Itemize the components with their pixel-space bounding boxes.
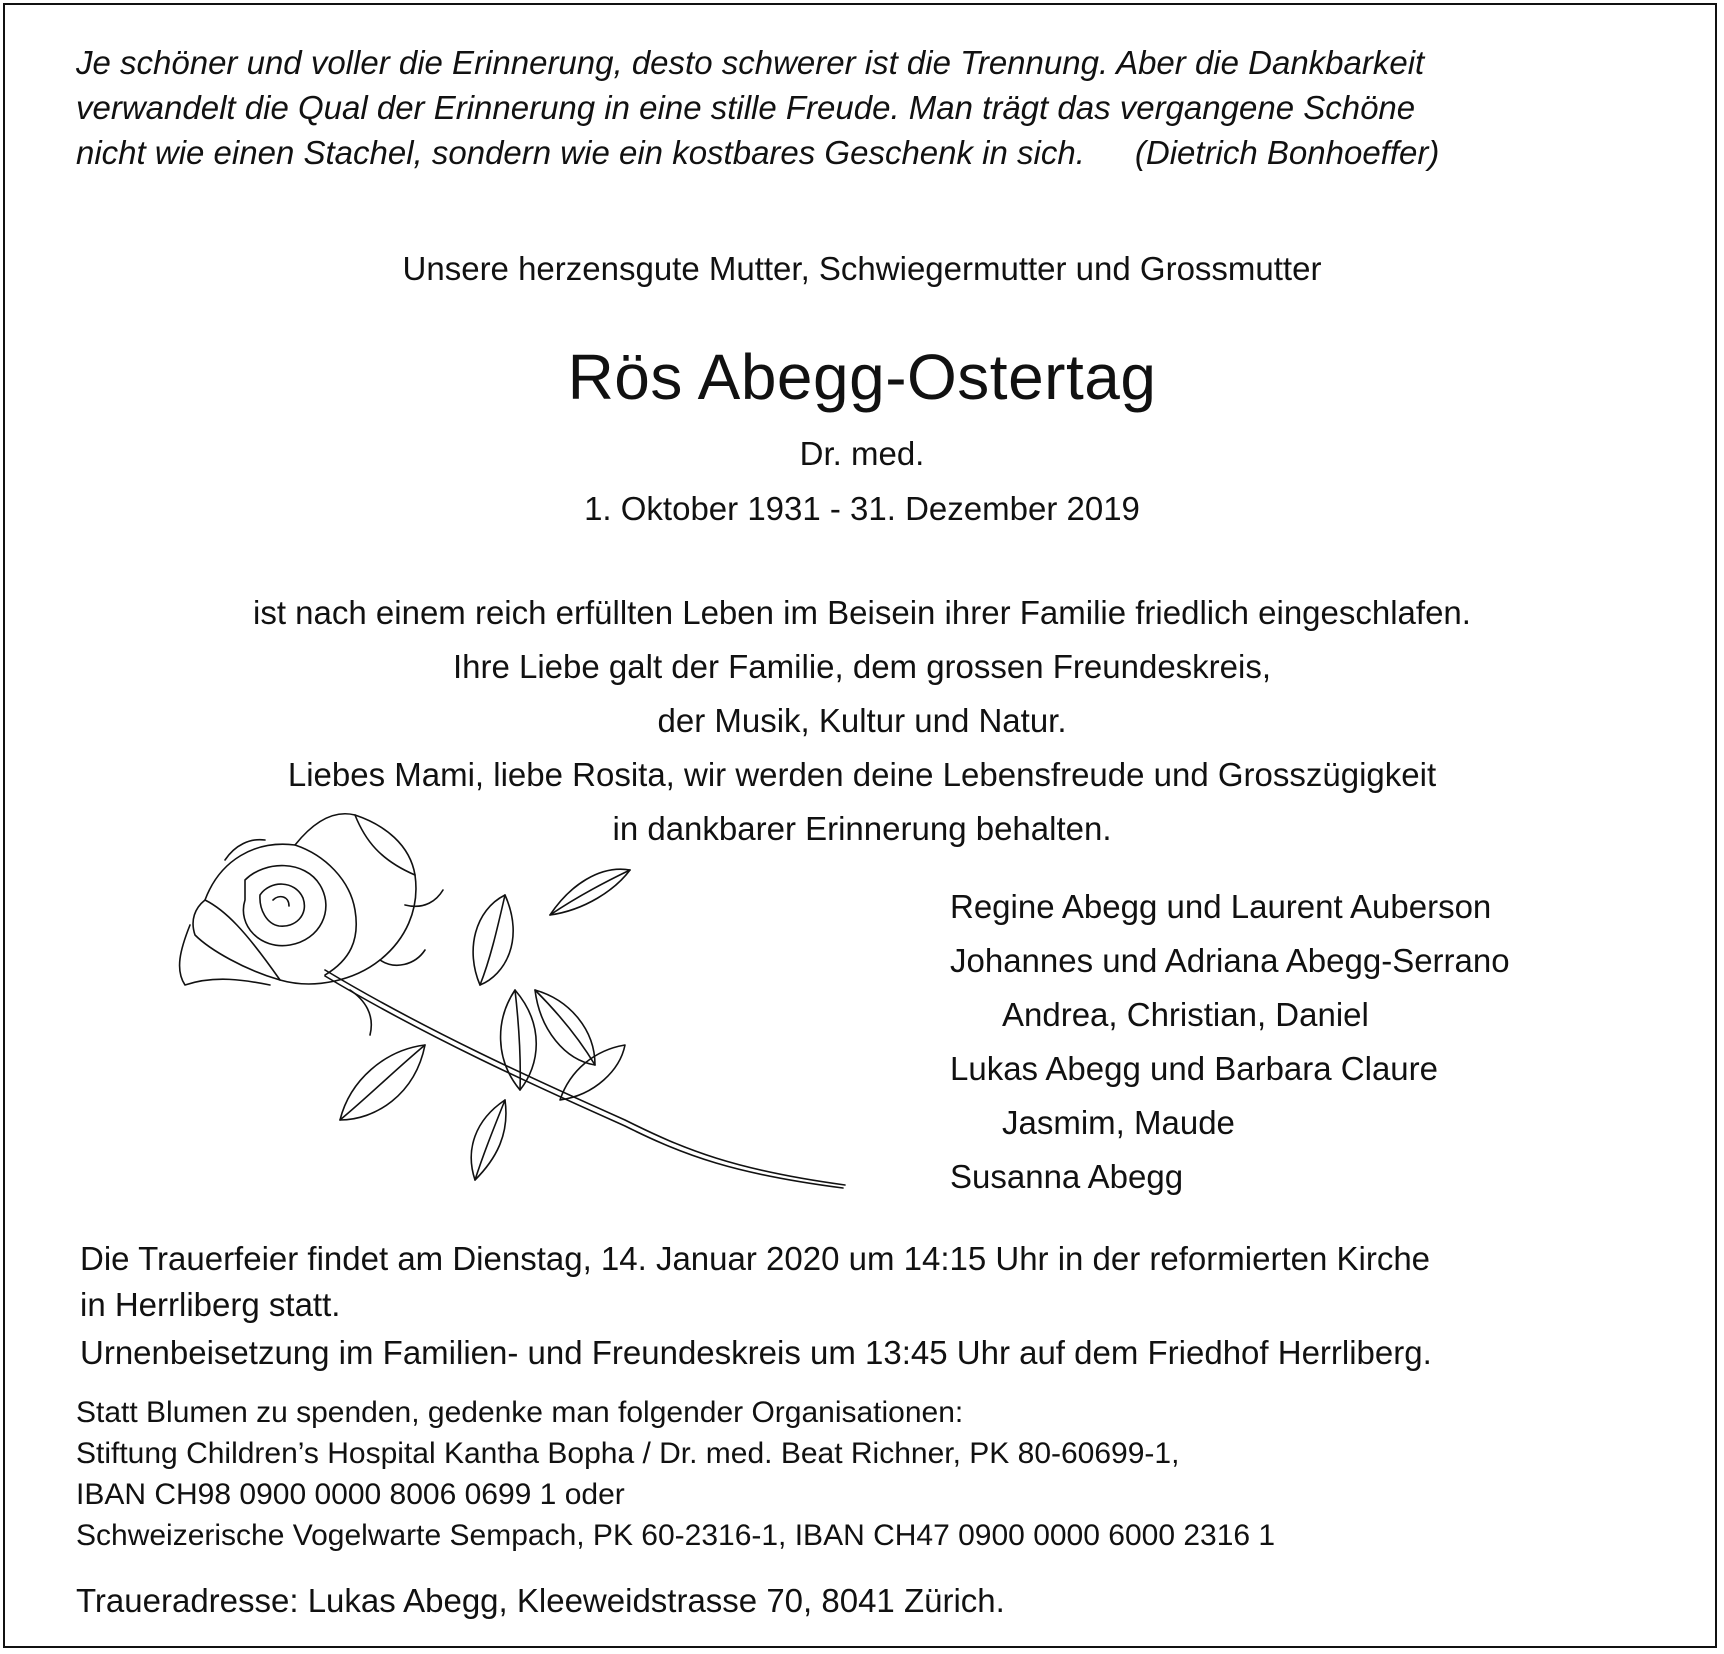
family-member: Regine Abegg und Laurent Auberson bbox=[950, 888, 1492, 925]
donation-line: Stiftung Children’s Hospital Kantha Bopha / Dr. med. Beat Richner, PK 80-60699-1, bbox=[76, 1437, 1180, 1470]
grandchildren: Jasmim, Maude bbox=[1002, 1104, 1235, 1141]
grandchildren: Andrea, Christian, Daniel bbox=[1002, 996, 1369, 1033]
urn-burial-line: Urnenbeisetzung im Familien- und Freundeskreis um 13:45 Uhr auf dem Friedhof Herrliberg. bbox=[80, 1334, 1432, 1371]
family-list bbox=[950, 880, 1510, 1204]
donation-line: Schweizerische Vogelwarte Sempach, PK 60-2316-1, IBAN CH47 0900 0000 6000 2316 1 bbox=[76, 1519, 1276, 1552]
family-member: Johannes und Adriana Abegg-Serrano bbox=[950, 942, 1510, 979]
message-line: ist nach einem reich erfüllten Leben im Beisein ihrer Familie friedlich eingeschlafen. bbox=[253, 594, 1471, 631]
intro-line: Unsere herzensgute Mutter, Schwiegermutter und Grossmutter bbox=[402, 250, 1322, 287]
donation-line: Statt Blumen zu spenden, gedenke man folgender Organisationen: bbox=[76, 1396, 964, 1429]
message-line: Liebes Mami, liebe Rosita, wir werden deine Lebensfreude und Grosszügigkeit bbox=[287, 756, 1437, 793]
ceremony-line: Die Trauerfeier findet am Dienstag, 14. Januar 2020 um 14:15 Uhr in der reformierten Kirche bbox=[80, 1240, 1431, 1277]
donation-line: IBAN CH98 0900 0000 8006 0699 1 oder bbox=[76, 1478, 625, 1511]
quote-line-text: nicht wie einen Stachel, sondern wie ein kostbares Geschenk in sich. bbox=[76, 134, 1085, 171]
life-dates: 1. Oktober 1931 - 31. Dezember 2019 bbox=[584, 490, 1140, 527]
deceased-name: Rös Abegg-Ostertag bbox=[567, 341, 1157, 413]
quote-author: (Dietrich Bonhoeffer) bbox=[1134, 134, 1440, 171]
message-line: der Musik, Kultur und Natur. bbox=[657, 702, 1067, 739]
quote-line: verwandelt die Qual der Erinnerung in eine stille Freude. Man trägt das vergangene Schöne bbox=[76, 89, 1416, 126]
ceremony-line: in Herrliberg statt. bbox=[80, 1286, 341, 1323]
family-member: Lukas Abegg und Barbara Claure bbox=[950, 1050, 1439, 1087]
quote-line: Je schöner und voller die Erinnerung, desto schwerer ist die Trennung. Aber die Dankbarkeit bbox=[76, 44, 1425, 81]
bonhoeffer-quote bbox=[76, 40, 1656, 175]
ceremony-info bbox=[80, 1236, 1680, 1376]
academic-title: Dr. med. bbox=[799, 435, 925, 472]
quote-line bbox=[76, 130, 1656, 175]
donation-info bbox=[76, 1392, 1275, 1556]
message-line: in dankbarer Erinnerung behalten. bbox=[612, 810, 1112, 847]
mourning-address: Traueradresse: Lukas Abegg, Kleeweidstrasse 70, 8041 Zürich. bbox=[76, 1582, 1005, 1619]
rose-illustration bbox=[175, 800, 855, 1200]
family-member: Susanna Abegg bbox=[950, 1158, 1184, 1195]
message-line: Ihre Liebe galt der Familie, dem grossen Freundeskreis, bbox=[452, 648, 1272, 685]
